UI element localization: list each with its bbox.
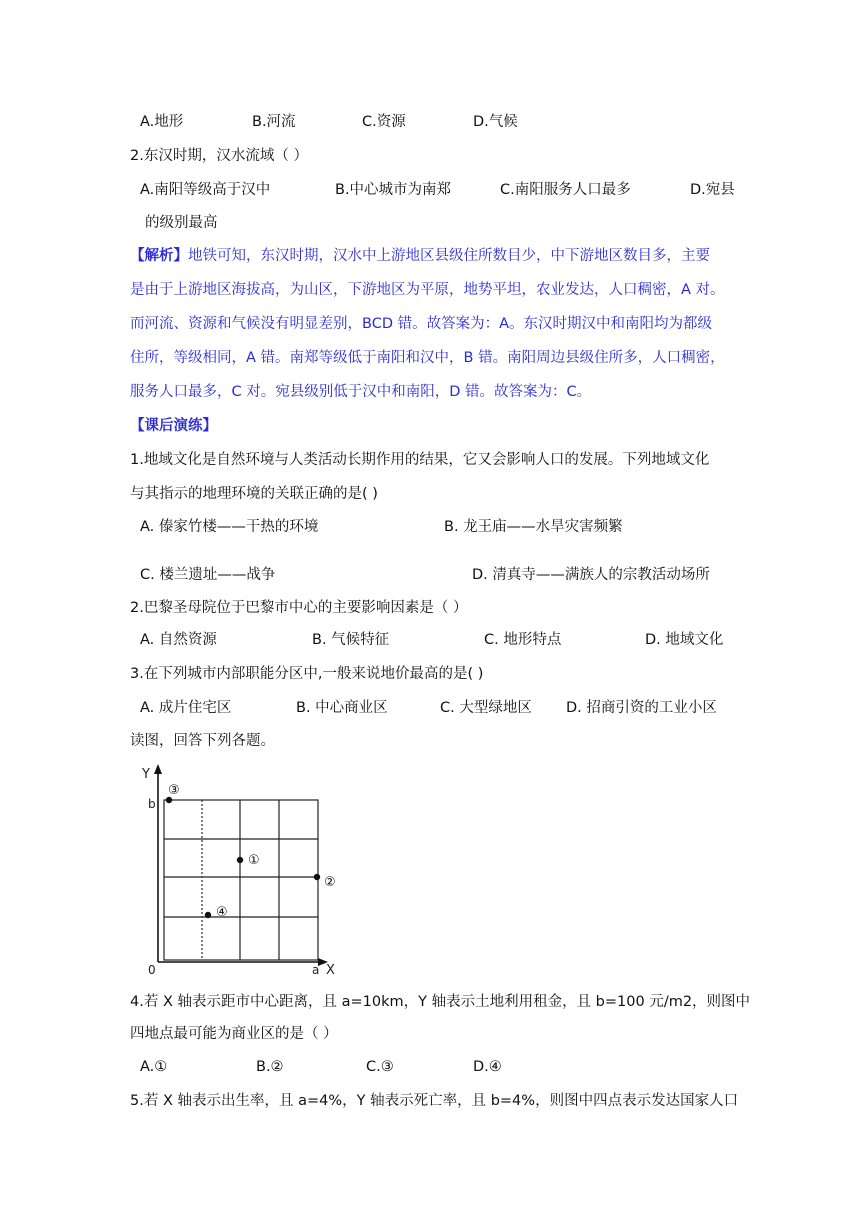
section-title: 【课后演练】	[130, 418, 217, 434]
p5-stem-line-1: 5.若 X 轴表示出生率，且 a=4%，Y 轴表示死亡率，且 b=4%，则图中四点表示发达国家人口	[130, 1093, 739, 1109]
point-1-dot	[237, 857, 243, 863]
p4-option-a: A.①	[140, 1059, 168, 1075]
analysis-line-2: 是由于上游地区海拔高，为山区，下游地区为平原，地势平坦，农业发达，人口稠密，A 对。	[130, 282, 725, 298]
p4-option-c: C.③	[366, 1059, 394, 1075]
p4-option-b: B.②	[256, 1059, 284, 1075]
p3-option-a: A. 成片住宅区	[140, 700, 232, 716]
point-1-label: ①	[248, 853, 260, 868]
p2-option-b: B. 气候特征	[312, 632, 390, 648]
analysis-text-1: 地铁可知，东汉时期，汉水中上游地区县级住所数目少，中下游地区数目多，主要	[188, 248, 710, 264]
p1-stem-line-1: 1.地域文化是自然环境与人类活动长期作用的结果，它又会影响人口的发展。下列地域文化	[130, 452, 710, 468]
prev-option-c: C.资源	[362, 114, 406, 130]
p1-option-b: B. 龙王庙——水旱灾害频繁	[444, 519, 623, 535]
coordinate-figure	[138, 760, 348, 980]
p3-option-b: B. 中心商业区	[296, 700, 388, 716]
origin-label: 0	[148, 963, 156, 977]
q2-option-c: C.南阳服务人口最多	[500, 182, 631, 198]
p1-option-c: C. 楼兰遗址——战争	[140, 567, 276, 583]
read-figure-prompt: 读图，回答下列各题。	[130, 733, 275, 749]
p1-option-d: D. 清真寺——满族人的宗教活动场所	[472, 567, 710, 583]
p3-option-d: D. 招商引资的工业小区	[566, 700, 717, 716]
q2-stem: 2.东汉时期，汉水流域（ ）	[130, 148, 308, 164]
analysis-line-4: 住所，等级相同，A 错。南郑等级低于南阳和汉中，B 错。南阳周边县级住所多，人口稠密，	[130, 350, 725, 366]
y-axis-label: Y	[142, 767, 150, 782]
point-4-label: ④	[216, 905, 228, 920]
p4-stem-line-2: 四地点最可能为商业区的是（ ）	[130, 1026, 338, 1042]
prev-option-a: A.地形	[140, 114, 184, 130]
analysis-tag: 【解析】	[130, 248, 188, 264]
p2-option-d: D. 地域文化	[645, 632, 724, 648]
p1-option-a: A. 傣家竹楼——干热的环境	[140, 519, 319, 535]
a-label: a	[312, 963, 320, 977]
prev-option-d: D.气候	[473, 114, 518, 130]
grid	[164, 800, 318, 960]
p4-option-d: D.④	[473, 1059, 502, 1075]
p2-option-c: C. 地形特点	[484, 632, 562, 648]
prev-option-b: B.河流	[252, 114, 296, 130]
point-4-dot	[205, 912, 211, 918]
p2-option-a: A. 自然资源	[140, 632, 217, 648]
point-2-dot	[314, 874, 320, 880]
p4-stem-line-1: 4.若 X 轴表示距市中心距离，且 a=10km，Y 轴表示土地利用租金，且 b=100 元/m2，则图中	[130, 994, 751, 1010]
p3-option-c: C. 大型绿地区	[440, 700, 532, 716]
analysis-line-3: 而河流、资源和气候没有明显差别，BCD 错。故答案为：A。东汉时期汉中和南阳均为都级	[130, 316, 713, 332]
analysis-line-5: 服务人口最多，C 对。宛县级别低于汉中和南阳，D 错。故答案为：C。	[130, 384, 592, 400]
p3-stem: 3.在下列城市内部职能分区中,一般来说地价最高的是( )	[130, 666, 484, 682]
b-label: b	[148, 797, 156, 811]
p1-stem-line-2: 与其指示的地理环境的关联正确的是( )	[130, 486, 378, 502]
q2-option-d-continued: 的级别最高	[145, 215, 218, 231]
y-axis-arrow	[154, 764, 162, 774]
point-2-label: ②	[324, 875, 336, 890]
q2-option-b: B.中心城市为南郑	[335, 182, 452, 198]
analysis-line-1	[130, 246, 710, 266]
q2-option-d: D.宛县	[690, 182, 735, 198]
q2-option-a: A.南阳等级高于汉中	[140, 182, 271, 198]
x-axis-label: X	[326, 963, 335, 978]
point-3-label: ③	[168, 783, 180, 798]
p2-stem: 2.巴黎圣母院位于巴黎市中心的主要影响因素是（ ）	[130, 600, 468, 616]
